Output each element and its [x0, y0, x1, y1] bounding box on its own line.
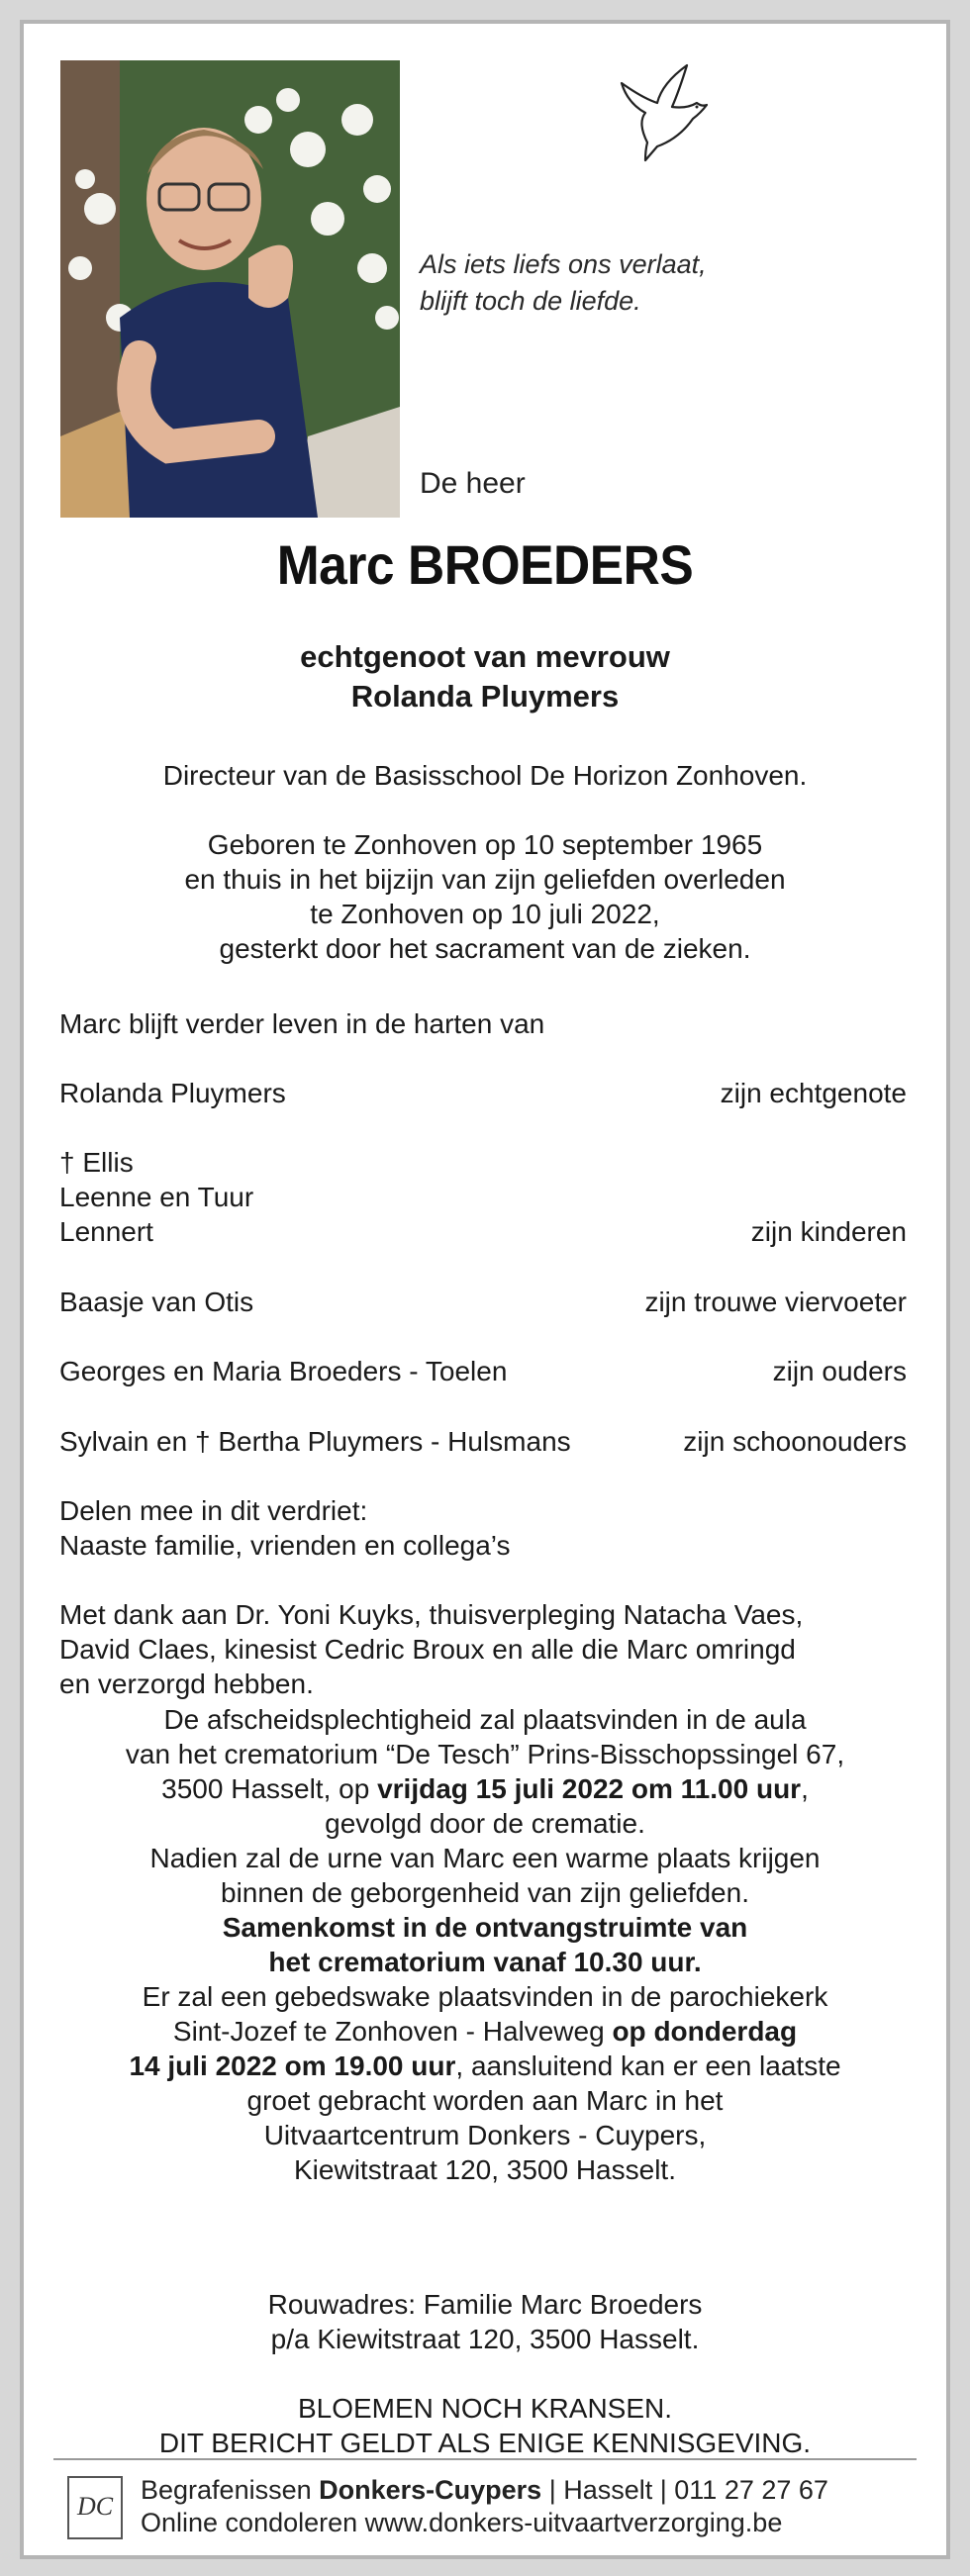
ceremony-line: Nadien zal de urne van Marc een warme plaats krijgen — [149, 1843, 821, 1873]
footer — [141, 2474, 828, 2539]
ceremony-line: binnen de geborgenheid van zijn geliefden. — [221, 1877, 749, 1908]
family-row-parents — [59, 1354, 907, 1388]
family-name: Georges en Maria Broeders - Toelen — [59, 1356, 508, 1386]
name-prefix: De heer — [420, 467, 526, 500]
family-row-children — [59, 1145, 907, 1249]
motto — [420, 246, 707, 320]
address-line: p/a Kiewitstraat 120, 3500 Hasselt. — [270, 2324, 700, 2354]
family-row-inlaws — [59, 1424, 907, 1459]
family-role: zijn kinderen — [750, 1216, 907, 1247]
child-name: † Ellis — [59, 1147, 134, 1178]
deceased-name: Marc BROEDERS — [276, 533, 694, 596]
family-role: zijn schoonouders — [683, 1426, 907, 1457]
ceremony-line: Er zal een gebedswake plaatsvinden in de parochiekerk — [142, 1981, 828, 2012]
ceremony-line: Kiewitstraat 120, 3500 Hasselt. — [294, 2154, 676, 2185]
birth-line: Geboren te Zonhoven op 10 september 1965 — [207, 829, 763, 860]
footer-prefix: Begrafenissen — [141, 2475, 320, 2505]
footer-company-line — [141, 2474, 828, 2507]
thanks-line: Met dank aan Dr. Yoni Kuyks, thuisverpleging Natacha Vaes, — [59, 1599, 804, 1630]
footer-contact: | Hasselt | 011 27 27 67 — [541, 2475, 828, 2505]
thanks-line: en verzorgd hebben. — [59, 1669, 314, 1699]
motto-line: Als iets liefs ons verlaat, — [420, 249, 707, 279]
family-row-pet — [59, 1285, 907, 1319]
spouse-line: echtgenoot van mevrouw — [300, 639, 670, 674]
birth-line: te Zonhoven op 10 juli 2022, — [310, 899, 660, 929]
notice-line: DIT BERICHT GELDT ALS ENIGE KENNISGEVING. — [158, 2428, 812, 2458]
wake-date: 14 juli 2022 om 19.00 uur — [129, 2051, 456, 2081]
ceremony-line: Uitvaartcentrum Donkers - Cuypers, — [263, 2120, 707, 2150]
family-name: Rolanda Pluymers — [59, 1078, 286, 1108]
ceremony-line: gevolgd door de crematie. — [325, 1808, 645, 1839]
obituary-card — [20, 20, 950, 2559]
sharing-line: Naaste familie, vrienden en collega’s — [59, 1530, 511, 1561]
gathering-text: het crematorium vanaf 10.30 uur. — [268, 1947, 702, 1977]
child-name: Lennert — [59, 1216, 153, 1247]
ceremony-line: van het crematorium “De Tesch” Prins-Bisschopssingel 67, — [125, 1739, 845, 1769]
ceremony-date: vrijdag 15 juli 2022 om 11.00 uur — [377, 1773, 802, 1804]
family-role: zijn ouders — [772, 1356, 907, 1386]
gathering-text: Samenkomst in de ontvangstruimte van — [222, 1912, 748, 1943]
sharing-line: Delen mee in dit verdriet: — [59, 1495, 368, 1526]
family-name: Baasje van Otis — [59, 1287, 254, 1317]
ceremony-line: De afscheidsplechtigheid zal plaatsvinden in de aula — [163, 1704, 807, 1735]
ceremony-line — [24, 1771, 946, 1806]
ceremony-line — [24, 2049, 946, 2083]
ceremony-text: , — [801, 1773, 809, 1804]
ceremony-text: 3500 Hasselt, op — [161, 1773, 378, 1804]
family-name: Sylvain en † Bertha Pluymers - Hulsmans — [59, 1426, 571, 1457]
portrait-photo — [60, 60, 400, 518]
ceremony-line — [24, 1910, 946, 1945]
spouse-name: Rolanda Pluymers — [350, 679, 620, 714]
ceremony-text: Sint-Jozef te Zonhoven - Halveweg — [172, 2016, 613, 2047]
notice-block — [24, 2391, 946, 2460]
spouse-block — [24, 637, 946, 716]
birth-line: en thuis in het bijzijn van zijn geliefden overleden — [184, 864, 786, 895]
family-row-wife — [59, 1076, 907, 1110]
address-line: Rouwadres: Familie Marc Broeders — [267, 2289, 703, 2320]
notice-line: BLOEMEN NOCH KRANSEN. — [297, 2393, 673, 2424]
thanks-block — [59, 1597, 803, 1701]
thanks-line: David Claes, kinesist Cedric Broux en alle die Marc omringd — [59, 1634, 796, 1665]
ceremony-block — [24, 1702, 946, 2187]
ceremony-line — [24, 2014, 946, 2049]
portrait-illustration — [60, 60, 400, 518]
wake-date: op donderdag — [612, 2016, 798, 2047]
footer-divider — [53, 2458, 917, 2460]
funeral-home-logo: DC — [67, 2476, 123, 2539]
family-intro: Marc blijft verder leven in de harten van — [59, 1008, 545, 1039]
birth-death-block — [24, 827, 946, 966]
dove-icon — [618, 63, 712, 162]
ceremony-text: , aansluitend kan er een laatste — [455, 2051, 841, 2081]
ceremony-line — [24, 1945, 946, 1979]
birth-line: gesterkt door het sacrament van de zieken. — [219, 933, 751, 964]
footer-company: Donkers-Cuypers — [319, 2475, 542, 2505]
motto-line: blijft toch de liefde. — [420, 286, 641, 316]
footer-online: Online condoleren www.donkers-uitvaartverzorging.be — [141, 2508, 783, 2537]
sharing-block — [59, 1493, 511, 1563]
address-block — [24, 2287, 946, 2356]
child-name: Leenne en Tuur — [59, 1182, 254, 1212]
occupation: Directeur van de Basisschool De Horizon Zonhoven. — [162, 760, 808, 791]
family-role: zijn trouwe viervoeter — [644, 1287, 907, 1317]
ceremony-line: groet gebracht worden aan Marc in het — [246, 2085, 724, 2116]
family-role: zijn echtgenote — [720, 1078, 907, 1108]
